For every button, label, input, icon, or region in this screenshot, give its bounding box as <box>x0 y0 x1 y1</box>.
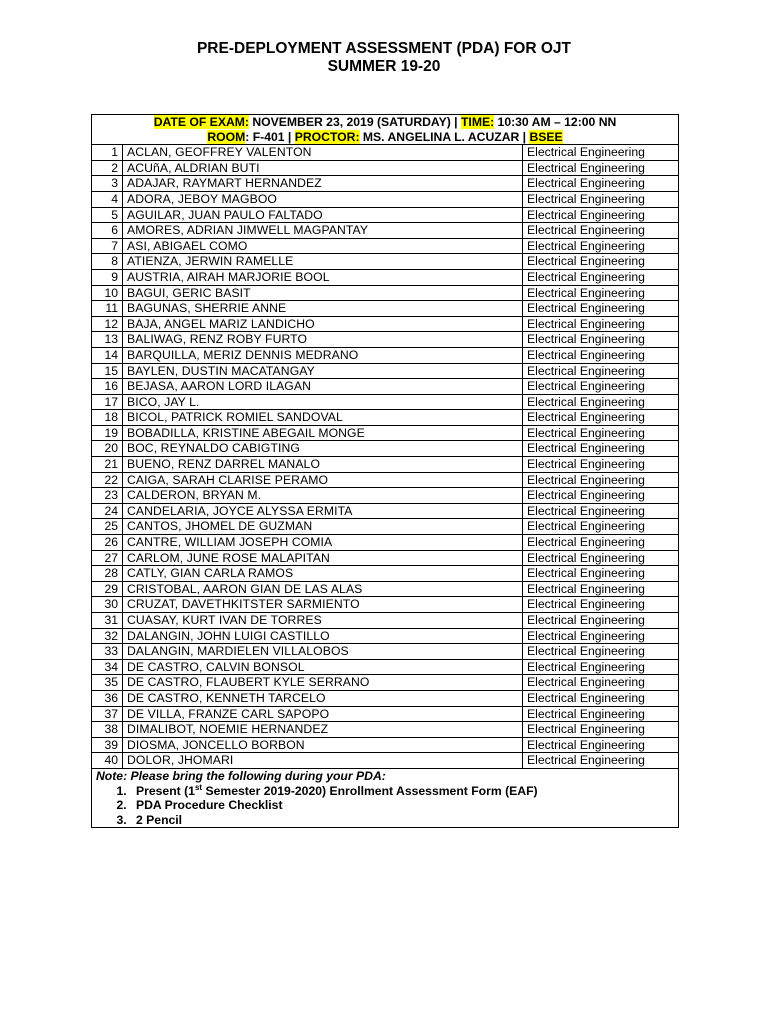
row-number: 32 <box>92 628 123 644</box>
row-number: 34 <box>92 659 123 675</box>
student-course: Electrical Engineering <box>523 597 679 613</box>
table-row <box>92 722 679 738</box>
proctor-value: MS. ANGELINA L. ACUZAR | <box>359 129 530 144</box>
title-line-2: SUMMER 19-20 <box>327 58 441 75</box>
student-name: CATLY, GIAN CARLA RAMOS <box>123 566 523 582</box>
student-course: Electrical Engineering <box>523 519 679 535</box>
student-course: Electrical Engineering <box>523 550 679 566</box>
table-row <box>92 628 679 644</box>
student-name: DIMALIBOT, NOEMIE HERNANDEZ <box>123 722 523 738</box>
student-course: Electrical Engineering <box>523 581 679 597</box>
student-name: BAGUI, GERIC BASIT <box>123 285 523 301</box>
room-value: : F-401 | <box>245 129 295 144</box>
table-row <box>92 238 679 254</box>
time-value: 10:30 AM – 12:00 NN <box>494 115 617 129</box>
student-course: Electrical Engineering <box>523 207 679 223</box>
table-row <box>92 457 679 473</box>
student-course: Electrical Engineering <box>523 472 679 488</box>
note-item-checklist: 2. PDA Procedure Checklist <box>130 798 674 813</box>
student-name: DE CASTRO, FLAUBERT KYLE SERRANO <box>123 675 523 691</box>
row-number: 20 <box>92 441 123 457</box>
row-number: 33 <box>92 644 123 660</box>
student-course: Electrical Engineering <box>523 722 679 738</box>
table-row <box>92 488 679 504</box>
date-value: NOVEMBER 23, 2019 (SATURDAY) | <box>248 115 461 129</box>
student-name: CRISTOBAL, AARON GIAN DE LAS ALAS <box>123 581 523 597</box>
student-name: BEJASA, AARON LORD ILAGAN <box>123 379 523 395</box>
row-number: 31 <box>92 613 123 629</box>
student-course: Electrical Engineering <box>523 176 679 192</box>
student-course: Electrical Engineering <box>523 659 679 675</box>
note-item-eaf: 1. Present (1st Semester 2019-2020) Enrollment Assessment Form (EAF) <box>130 784 674 799</box>
student-name: CUASAY, KURT IVAN DE TORRES <box>123 613 523 629</box>
student-name: ADORA, JEBOY MAGBOO <box>123 191 523 207</box>
row-number: 23 <box>92 488 123 504</box>
student-name: AMORES, ADRIAN JIMWELL MAGPANTAY <box>123 223 523 239</box>
student-name: ASI, ABIGAEL COMO <box>123 238 523 254</box>
student-course: Electrical Engineering <box>523 363 679 379</box>
table-row <box>92 753 679 769</box>
row-number: 16 <box>92 379 123 395</box>
row-number: 21 <box>92 457 123 473</box>
table-row <box>92 410 679 426</box>
table-row <box>92 644 679 660</box>
table-row <box>92 613 679 629</box>
row-number: 22 <box>92 472 123 488</box>
row-number: 2 <box>92 160 123 176</box>
table-row <box>92 581 679 597</box>
student-name: CRUZAT, DAVETHKITSTER SARMIENTO <box>123 597 523 613</box>
row-number: 35 <box>92 675 123 691</box>
student-course: Electrical Engineering <box>523 706 679 722</box>
row-number: 6 <box>92 223 123 239</box>
student-course: Electrical Engineering <box>523 394 679 410</box>
table-row <box>92 191 679 207</box>
table-row <box>92 363 679 379</box>
student-course: Electrical Engineering <box>523 285 679 301</box>
table-row <box>92 269 679 285</box>
exam-date-time-line <box>96 115 674 130</box>
table-row <box>92 737 679 753</box>
row-number: 1 <box>92 145 123 161</box>
student-course: Electrical Engineering <box>523 566 679 582</box>
student-course: Electrical Engineering <box>523 535 679 551</box>
student-course: Electrical Engineering <box>523 503 679 519</box>
student-course: Electrical Engineering <box>523 223 679 239</box>
date-label: DATE OF EXAM: <box>153 115 249 129</box>
row-number: 38 <box>92 722 123 738</box>
table-row <box>92 207 679 223</box>
row-number: 29 <box>92 581 123 597</box>
student-name: BAJA, ANGEL MARIZ LANDICHO <box>123 316 523 332</box>
row-number: 15 <box>92 363 123 379</box>
student-name: CAIGA, SARAH CLARISE PERAMO <box>123 472 523 488</box>
row-number: 5 <box>92 207 123 223</box>
student-name: AUSTRIA, AIRAH MARJORIE BOOL <box>123 269 523 285</box>
student-course: Electrical Engineering <box>523 160 679 176</box>
student-name: CANTOS, JHOMEL DE GUZMAN <box>123 519 523 535</box>
student-course: Electrical Engineering <box>523 737 679 753</box>
student-name: CARLOM, JUNE ROSE MALAPITAN <box>123 550 523 566</box>
table-row <box>92 145 679 161</box>
row-number: 13 <box>92 332 123 348</box>
table-row <box>92 176 679 192</box>
student-name: DOLOR, JHOMARI <box>123 753 523 769</box>
exam-room-proctor-line <box>96 130 674 145</box>
row-number: 10 <box>92 285 123 301</box>
program-badge: BSEE <box>529 129 563 144</box>
student-course: Electrical Engineering <box>523 441 679 457</box>
row-number: 30 <box>92 597 123 613</box>
row-number: 18 <box>92 410 123 426</box>
student-course: Electrical Engineering <box>523 238 679 254</box>
row-number: 39 <box>92 737 123 753</box>
student-course: Electrical Engineering <box>523 269 679 285</box>
row-number: 3 <box>92 176 123 192</box>
row-number: 14 <box>92 347 123 363</box>
note-list <box>96 784 674 828</box>
row-number: 17 <box>92 394 123 410</box>
student-name: ATIENZA, JERWIN RAMELLE <box>123 254 523 270</box>
row-number: 11 <box>92 301 123 317</box>
student-name: BUENO, RENZ DARREL MANALO <box>123 457 523 473</box>
student-name: ACUñA, ALDRIAN BUTI <box>123 160 523 176</box>
title-line-1: PRE-DEPLOYMENT ASSESSMENT (PDA) FOR OJT <box>196 40 572 57</box>
table-row <box>92 425 679 441</box>
student-course: Electrical Engineering <box>523 316 679 332</box>
student-name: DE VILLA, FRANZE CARL SAPOPO <box>123 706 523 722</box>
student-course: Electrical Engineering <box>523 301 679 317</box>
student-name: DE CASTRO, CALVIN BONSOL <box>123 659 523 675</box>
table-row <box>92 301 679 317</box>
student-name: BAYLEN, DUSTIN MACATANGAY <box>123 363 523 379</box>
table-row <box>92 394 679 410</box>
table-row <box>92 519 679 535</box>
student-name: CALDERON, BRYAN M. <box>123 488 523 504</box>
student-name: DE CASTRO, KENNETH TARCELO <box>123 690 523 706</box>
table-row <box>92 566 679 582</box>
student-course: Electrical Engineering <box>523 690 679 706</box>
student-course: Electrical Engineering <box>523 145 679 161</box>
student-course: Electrical Engineering <box>523 379 679 395</box>
table-row <box>92 535 679 551</box>
exam-info-row <box>92 115 679 145</box>
table-row <box>92 379 679 395</box>
table-row <box>92 347 679 363</box>
row-number: 12 <box>92 316 123 332</box>
table-row <box>92 316 679 332</box>
student-name: BARQUILLA, MERIZ DENNIS MEDRANO <box>123 347 523 363</box>
table-row <box>92 332 679 348</box>
table-row <box>92 675 679 691</box>
student-course: Electrical Engineering <box>523 410 679 426</box>
student-name: ACLAN, GEOFFREY VALENTON <box>123 145 523 161</box>
row-number: 9 <box>92 269 123 285</box>
room-label: ROOM <box>207 129 246 144</box>
student-course: Electrical Engineering <box>523 628 679 644</box>
student-name: DIOSMA, JONCELLO BORBON <box>123 737 523 753</box>
time-label: TIME: <box>460 115 495 129</box>
student-name: CANTRE, WILLIAM JOSEPH COMIA <box>123 535 523 551</box>
student-name: CANDELARIA, JOYCE ALYSSA ERMITA <box>123 503 523 519</box>
student-course: Electrical Engineering <box>523 332 679 348</box>
table-row <box>92 706 679 722</box>
note-row <box>92 768 679 827</box>
row-number: 24 <box>92 503 123 519</box>
student-course: Electrical Engineering <box>523 753 679 769</box>
student-course: Electrical Engineering <box>523 254 679 270</box>
student-course: Electrical Engineering <box>523 644 679 660</box>
student-name: AGUILAR, JUAN PAULO FALTADO <box>123 207 523 223</box>
note-heading: Note: Please bring the following during your PDA: <box>96 768 386 783</box>
proctor-label: PROCTOR: <box>294 129 360 144</box>
row-number: 36 <box>92 690 123 706</box>
student-name: BICOL, PATRICK ROMIEL SANDOVAL <box>123 410 523 426</box>
row-number: 26 <box>92 535 123 551</box>
student-roster-table <box>91 114 679 828</box>
page-title <box>0 40 768 76</box>
student-course: Electrical Engineering <box>523 613 679 629</box>
table-row <box>92 503 679 519</box>
student-course: Electrical Engineering <box>523 425 679 441</box>
table-row <box>92 254 679 270</box>
student-course: Electrical Engineering <box>523 191 679 207</box>
student-name: BICO, JAY L. <box>123 394 523 410</box>
row-number: 19 <box>92 425 123 441</box>
row-number: 27 <box>92 550 123 566</box>
student-name: BOC, REYNALDO CABIGTING <box>123 441 523 457</box>
table-row <box>92 285 679 301</box>
student-name: BAGUNAS, SHERRIE ANNE <box>123 301 523 317</box>
table-row <box>92 472 679 488</box>
table-row <box>92 659 679 675</box>
student-name: DALANGIN, MARDIELEN VILLALOBOS <box>123 644 523 660</box>
student-course: Electrical Engineering <box>523 347 679 363</box>
row-number: 25 <box>92 519 123 535</box>
row-number: 37 <box>92 706 123 722</box>
student-name: BALIWAG, RENZ ROBY FURTO <box>123 332 523 348</box>
row-number: 4 <box>92 191 123 207</box>
table-row <box>92 690 679 706</box>
student-course: Electrical Engineering <box>523 457 679 473</box>
student-name: BOBADILLA, KRISTINE ABEGAIL MONGE <box>123 425 523 441</box>
row-number: 7 <box>92 238 123 254</box>
note-item-pencil: 3. 2 Pencil <box>130 813 674 828</box>
table-row <box>92 441 679 457</box>
exam-info-cell <box>92 115 679 145</box>
student-course: Electrical Engineering <box>523 675 679 691</box>
row-number: 28 <box>92 566 123 582</box>
table-row <box>92 160 679 176</box>
student-name: ADAJAR, RAYMART HERNANDEZ <box>123 176 523 192</box>
student-course: Electrical Engineering <box>523 488 679 504</box>
note-cell <box>92 768 679 827</box>
row-number: 8 <box>92 254 123 270</box>
row-number: 40 <box>92 753 123 769</box>
table-row <box>92 223 679 239</box>
table-row <box>92 550 679 566</box>
table-row <box>92 597 679 613</box>
student-name: DALANGIN, JOHN LUIGI CASTILLO <box>123 628 523 644</box>
